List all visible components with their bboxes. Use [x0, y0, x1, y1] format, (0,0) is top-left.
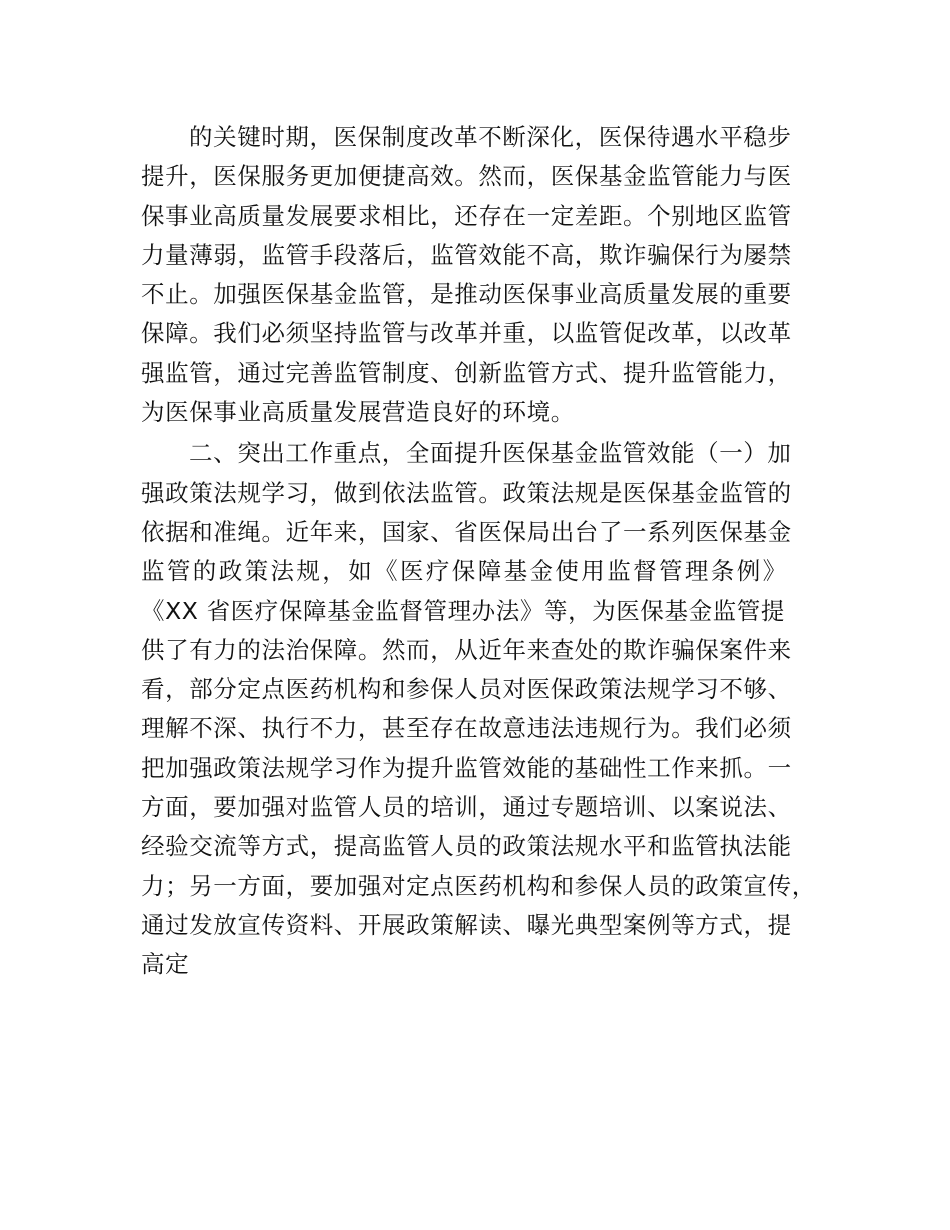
text-line: 不止。加强医保基金监管，是推动医保事业高质量发展的重要	[141, 280, 792, 309]
text-line: 供了有力的法治保障。然而，从近年来查处的欺诈骗保案件来	[141, 635, 792, 664]
text-line: 强政策法规学习，做到依法监管。政策法规是医保基金监管的	[141, 478, 792, 507]
text-line: 强监管，通过完善监管制度、创新监管方式、提升监管能力，	[141, 358, 792, 387]
paragraph-1	[141, 118, 841, 432]
text-line: 的关键时期，医保制度改革不断深化，医保待遇水平稳步	[189, 123, 792, 151]
document-body	[141, 118, 841, 985]
text-line: 为医保事业高质量发展营造良好的环境。	[141, 398, 575, 427]
text-line: 方面，要加强对监管人员的培训，通过专题培训、以案说法、	[141, 793, 792, 822]
text-line: 保障。我们必须坚持监管与改革并重，以监管促改革，以改革	[141, 319, 792, 348]
text-line: 保事业高质量发展要求相比，还存在一定差距。个别地区监管	[141, 201, 792, 230]
text-line: 通过发放宣传资料、开展政策解读、曝光典型案例等方式，提	[141, 910, 792, 939]
text-line: 理解不深、执行不力，甚至存在故意违法违规行为。我们必须	[141, 714, 792, 743]
text-line: 监管的政策法规，如《医疗保障基金使用监督管理条例》	[141, 557, 789, 586]
text-line: 看，部分定点医药机构和参保人员对医保政策法规学习不够、	[141, 675, 792, 704]
text-line: 力量薄弱，监管手段落后，监管效能不高，欺诈骗保行为屡禁	[141, 240, 792, 269]
text-line: 经验交流等方式，提高监管人员的政策法规水平和监管执法能	[141, 832, 792, 861]
text-line: 提升，医保服务更加便捷高效。然而，医保基金监管能力与医	[141, 162, 792, 191]
text-line: 二、突出工作重点，全面提升医保基金监管效能（一）加	[189, 439, 792, 468]
text-line: 《XX 省医疗保障基金监督管理办法》等，为医保基金监管提	[141, 596, 785, 625]
text-line: 高定	[141, 950, 190, 979]
text-line: 依据和准绳。近年来，国家、省医保局出台了一系列医保基金	[141, 517, 792, 546]
paragraph-2	[141, 434, 841, 984]
text-line: 把加强政策法规学习作为提升监管效能的基础性工作来抓。一	[141, 753, 792, 782]
text-line: 力；另一方面，要加强对定点医药机构和参保人员的政策宣传，	[141, 871, 816, 900]
